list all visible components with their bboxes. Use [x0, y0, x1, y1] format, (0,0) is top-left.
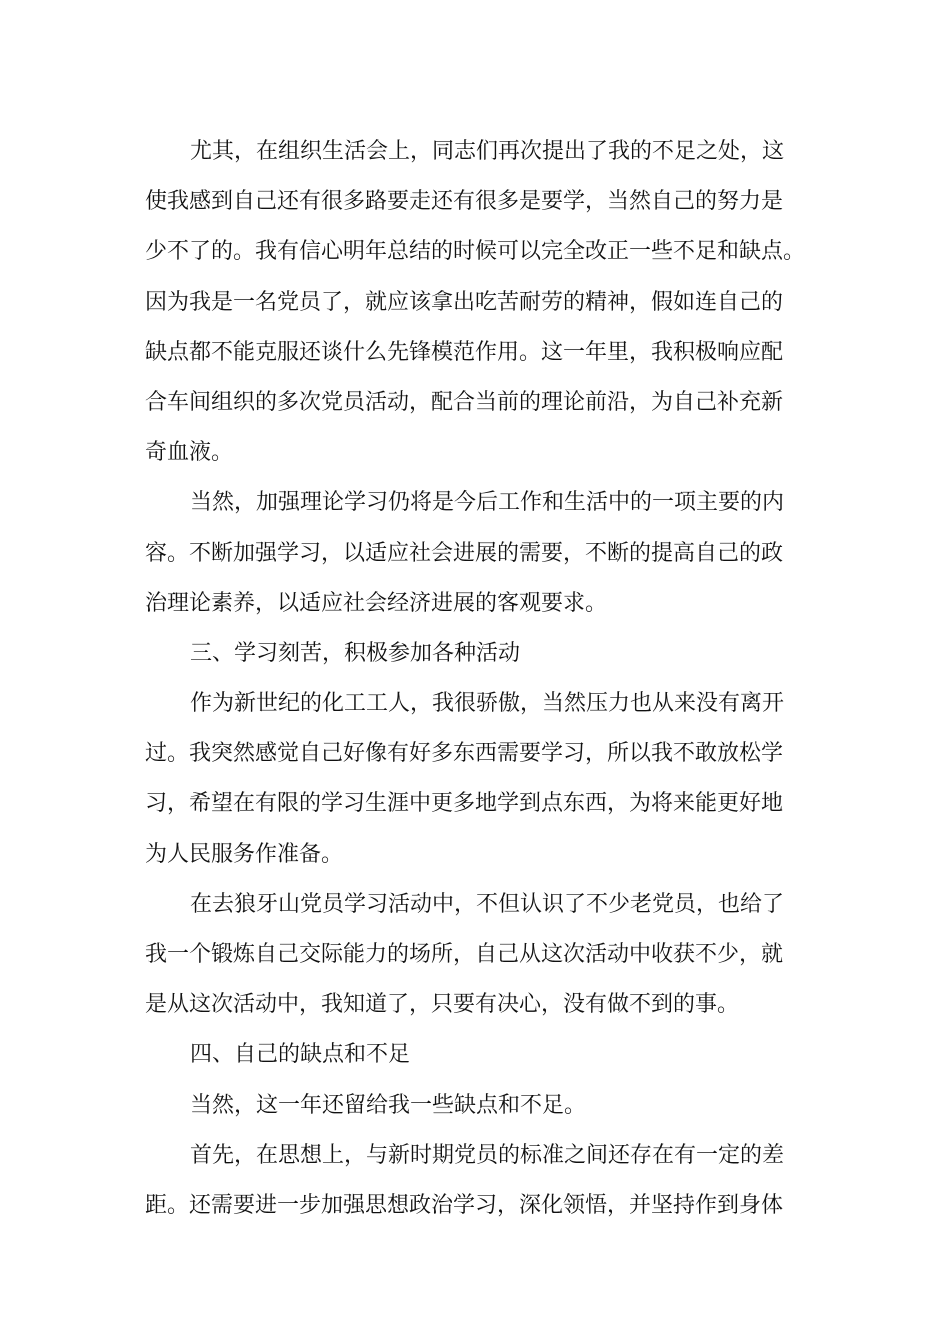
paragraph-first-line: 首先，在思想上，与新时期党员的标准之间还存在有一定的差 [190, 1142, 785, 1168]
paragraph-line: 合车间组织的多次党员活动，配合当前的理论前沿，为自己补充新 [145, 389, 784, 415]
paragraph-first-line: 当然，加强理论学习仍将是今后工作和生活中的一项主要的内 [190, 490, 785, 516]
paragraph-line: 缺点都不能克服还谈什么先锋模范作用。这一年里，我积极响应配 [145, 339, 784, 365]
paragraph-line: 因为我是一名党员了，就应该拿出吃苦耐劳的精神，假如连自己的 [145, 289, 784, 315]
paragraph-line: 治理论素养，以适应社会经济进展的客观要求。 [145, 590, 608, 616]
paragraph-line: 使我感到自己还有很多路要走还有很多是要学，当然自己的努力是 [145, 189, 784, 215]
paragraph-line: 为人民服务作准备。 [145, 841, 344, 867]
paragraph-first-line: 四、自己的缺点和不足 [190, 1042, 411, 1068]
paragraph-first-line: 在去狼牙山党员学习活动中，不但认识了不少老党员，也给了 [190, 891, 785, 917]
paragraph-first-line: 三、学习刻苦，积极参加各种活动 [190, 640, 521, 666]
paragraph-line: 奇血液。 [145, 440, 234, 466]
paragraph-line: 距。还需要进一步加强思想政治学习，深化领悟，并坚持作到身体 [145, 1192, 784, 1218]
paragraph-line: 习，希望在有限的学习生涯中更多地学到点东西，为将来能更好地 [145, 791, 784, 817]
paragraph-line: 少不了的。我有信心明年总结的时候可以完全改正一些不足和缺点。 [145, 239, 806, 265]
paragraph-line: 是从这次活动中，我知道了，只要有决心，没有做不到的事。 [145, 992, 740, 1018]
paragraph-line: 容。不断加强学习，以适应社会进展的需要，不断的提高自己的政 [145, 540, 784, 566]
paragraph-line: 过。我突然感觉自己好像有好多东西需要学习，所以我不敢放松学 [145, 741, 784, 767]
paragraph-first-line: 作为新世纪的化工工人，我很骄傲，当然压力也从来没有离开 [190, 691, 785, 717]
document-body [145, 127, 825, 1231]
paragraph-line: 我一个锻炼自己交际能力的场所，自己从这次活动中收获不少，就 [145, 942, 784, 967]
paragraph-first-line: 尤其，在组织生活会上，同志们再次提出了我的不足之处，这 [190, 139, 785, 164]
paragraph-first-line: 当然，这一年还留给我一些缺点和不足。 [190, 1092, 587, 1118]
